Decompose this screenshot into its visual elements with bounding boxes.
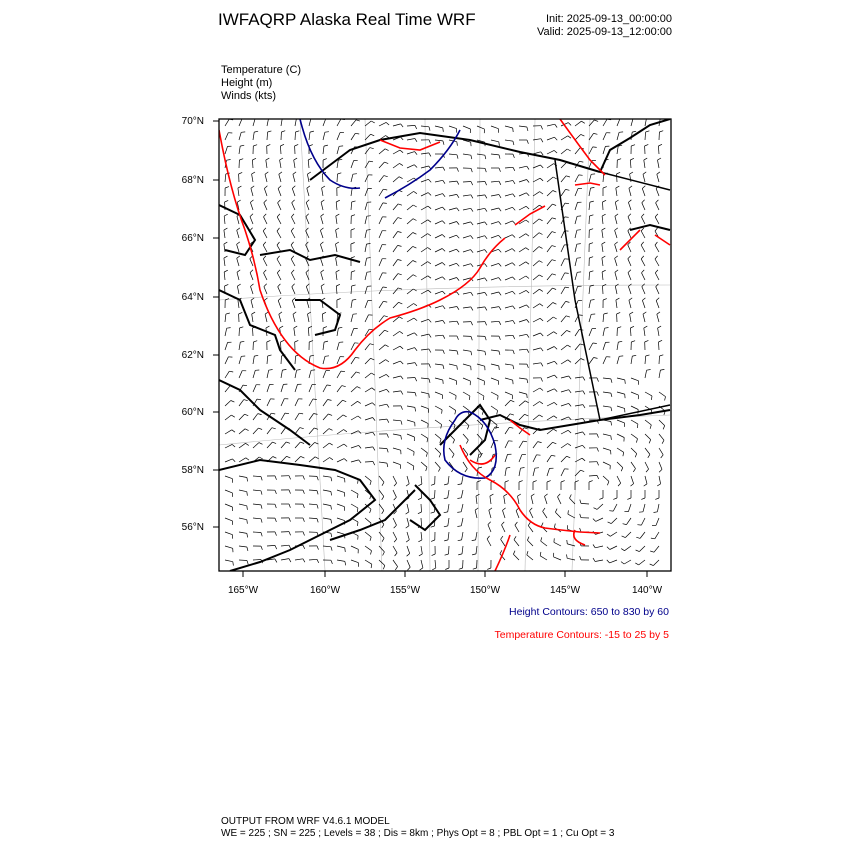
lat-label-68n: 68°N	[181, 175, 204, 186]
lat-label-70n: 70°N	[181, 116, 204, 127]
lat-label-56n: 56°N	[181, 522, 204, 533]
lat-label-64n: 64°N	[181, 292, 204, 303]
variable-height: Height (m)	[221, 77, 273, 89]
lon-label-155w: 155°W	[389, 585, 421, 596]
lon-label-150w: 150°W	[469, 585, 501, 596]
longitude-axis	[243, 571, 647, 577]
lon-label-165w: 165°W	[227, 585, 259, 596]
height-contours-legend: Height Contours: 650 to 830 by 60	[509, 606, 669, 618]
temperature-contours	[219, 119, 670, 571]
lon-label-145w: 145°W	[549, 585, 581, 596]
map-title: IWFAQRP Alaska Real Time WRF	[218, 10, 476, 29]
longitude-labels	[228, 585, 663, 596]
init-time: Init: 2025-09-13_00:00:00	[546, 13, 672, 25]
map-frame	[219, 119, 671, 571]
lat-label-62n: 62°N	[181, 350, 204, 361]
graticule	[219, 119, 670, 571]
lat-label-66n: 66°N	[181, 233, 204, 244]
coastline	[219, 119, 670, 571]
temperature-contours-legend: Temperature Contours: -15 to 25 by 5	[494, 629, 669, 641]
lat-label-60n: 60°N	[181, 407, 204, 418]
variable-winds: Winds (kts)	[221, 90, 276, 102]
lat-label-58n: 58°N	[181, 465, 204, 476]
model-config: WE = 225 ; SN = 225 ; Levels = 38 ; Dis = 8km ; Phys Opt = 8 ; PBL Opt = 1 ; Cu Opt = 3	[221, 828, 615, 839]
latitude-axis	[213, 121, 219, 527]
lon-label-160w: 160°W	[309, 585, 341, 596]
valid-time: Valid: 2025-09-13_12:00:00	[537, 26, 672, 38]
height-contours	[300, 119, 496, 478]
latitude-labels	[182, 116, 204, 533]
model-info: OUTPUT FROM WRF V4.6.1 MODEL	[221, 816, 390, 827]
variable-temperature: Temperature (C)	[221, 64, 302, 76]
lon-label-140w: 140°W	[631, 585, 663, 596]
